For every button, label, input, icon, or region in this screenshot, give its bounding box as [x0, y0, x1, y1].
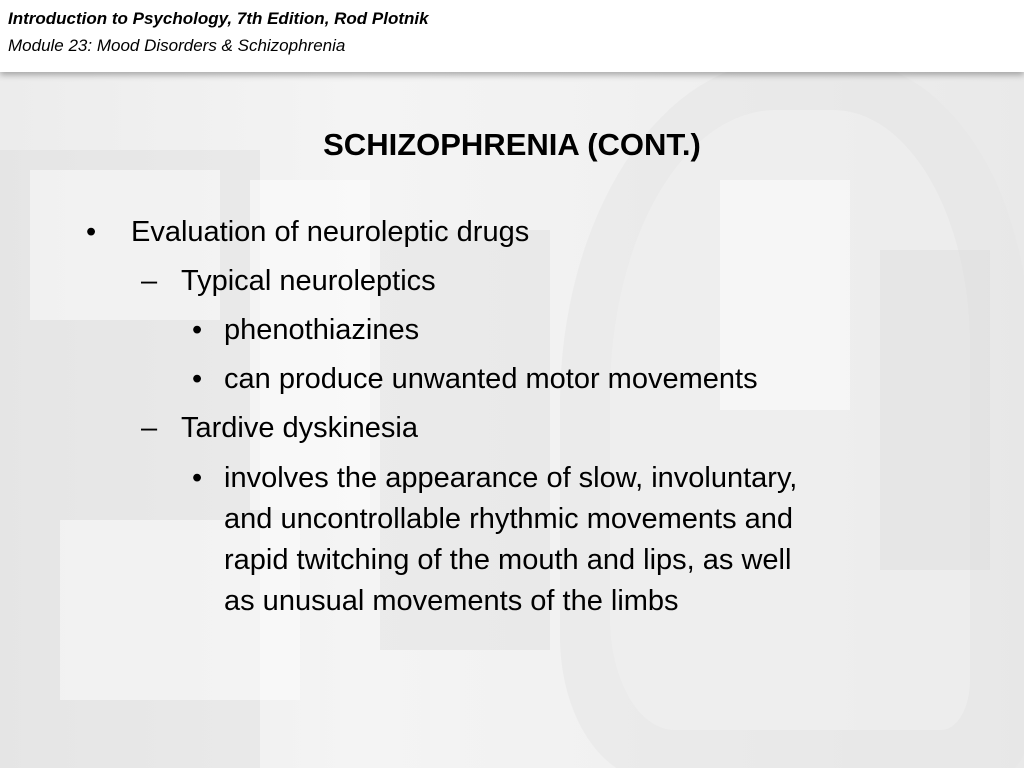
bullet-marker: •	[192, 363, 203, 395]
bullet-text-line: rapid twitching of the mouth and lips, as well	[224, 544, 792, 576]
bullet-text-line: and uncontrollable rhythmic movements and	[224, 503, 794, 535]
slide-title: SCHIZOPHRENIA (CONT.)	[323, 126, 701, 162]
dash-marker: –	[141, 265, 158, 297]
course-title: Introduction to Psychology, 7th Edition, Rod Plotnik	[8, 9, 429, 28]
bullet-marker: •	[192, 462, 203, 494]
bullet-text: can produce unwanted motor movements	[224, 363, 758, 395]
bullet-text-line: involves the appearance of slow, involuntary,	[224, 462, 798, 494]
bullet-marker: •	[192, 314, 203, 346]
bullet-text: Typical neuroleptics	[181, 265, 436, 297]
dash-marker: –	[141, 412, 158, 444]
bullet-text: Tardive dyskinesia	[181, 412, 418, 444]
bullet-text: Evaluation of neuroleptic drugs	[131, 216, 530, 248]
bullet-text-line: as unusual movements of the limbs	[224, 585, 679, 617]
bullet-text: phenothiazines	[224, 314, 420, 346]
module-title: Module 23: Mood Disorders & Schizophrenia	[8, 36, 346, 55]
bullet-marker: •	[86, 216, 97, 248]
